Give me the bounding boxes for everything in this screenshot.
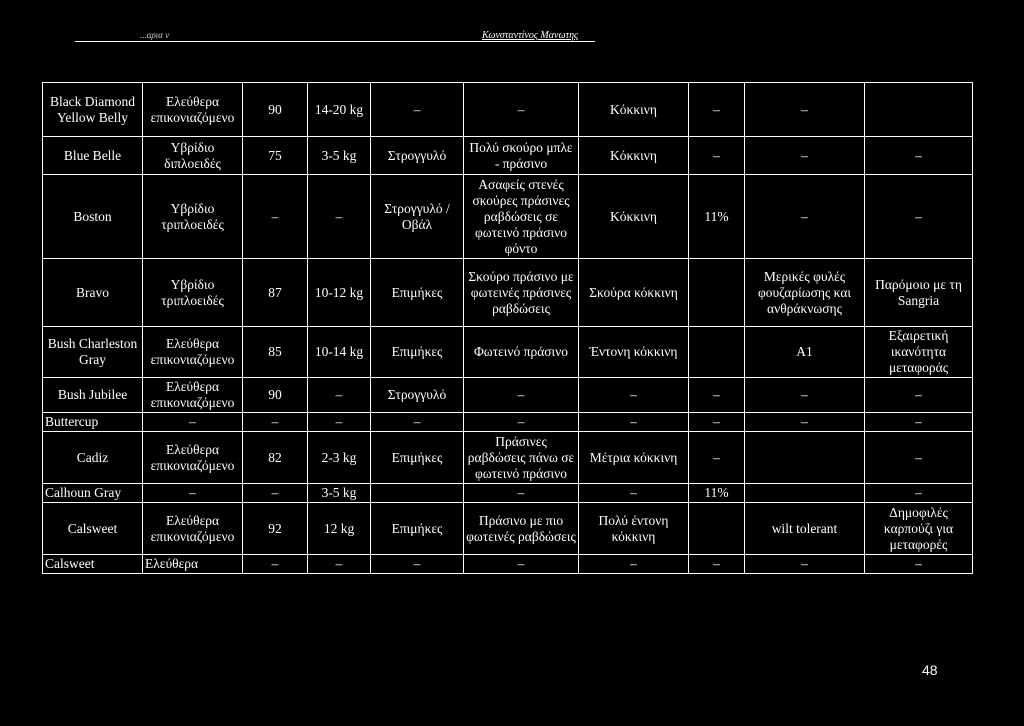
cell-flesh-color: Έντονη κόκκινη (579, 327, 689, 378)
cell-flesh-color: Σκούρα κόκκινη (579, 259, 689, 327)
cell-notes: – (865, 555, 973, 574)
cell-disease-resistance: – (745, 378, 865, 413)
cell-rind-pattern: – (464, 555, 579, 574)
cell-rind-pattern: – (464, 484, 579, 503)
cell-notes (865, 83, 973, 137)
cell-pollination-type: Ελεύθερα επικονιαζόμενο (143, 378, 243, 413)
cell-notes: – (865, 432, 973, 484)
cell-pollination-type: Ελεύθερα επικονιαζόμενο (143, 327, 243, 378)
cell-fruit-weight: 12 kg (308, 503, 371, 555)
cell-pollination-type: Ελεύθερα επικονιαζόμενο (143, 432, 243, 484)
cell-disease-resistance (745, 432, 865, 484)
cell-variety-name: Calsweet (43, 555, 143, 574)
cell-variety-name: Cadiz (43, 432, 143, 484)
header-left-text: ...αρια ν (140, 30, 170, 40)
cell-fruit-shape: Επιμήκες (371, 503, 464, 555)
cell-fruit-shape (371, 484, 464, 503)
cell-disease-resistance: A1 (745, 327, 865, 378)
cell-notes: – (865, 137, 973, 175)
cell-fruit-weight: 3-5 kg (308, 484, 371, 503)
cell-fruit-weight: – (308, 378, 371, 413)
table-row (43, 327, 973, 378)
cell-flesh-color: Κόκκινη (579, 175, 689, 259)
cell-pollination-type: Υβρίδιο διπλοειδές (143, 137, 243, 175)
cell-sugar-content: 11% (689, 175, 745, 259)
watermelon-varieties-table (42, 82, 973, 574)
cell-pollination-type: – (143, 484, 243, 503)
cell-variety-name: Blue Belle (43, 137, 143, 175)
cell-rind-pattern: Σκούρο πράσινο με φωτεινές πράσινες ραβδώσεις (464, 259, 579, 327)
cell-sugar-content: – (689, 137, 745, 175)
cell-disease-resistance: – (745, 137, 865, 175)
cell-days-to-maturity: 82 (243, 432, 308, 484)
cell-rind-pattern: Πράσινο με πιο φωτεινές ραβδώσεις (464, 503, 579, 555)
cell-days-to-maturity: 85 (243, 327, 308, 378)
cell-fruit-shape: – (371, 555, 464, 574)
table-row (43, 413, 973, 432)
cell-variety-name: Bravo (43, 259, 143, 327)
cell-fruit-weight: – (308, 413, 371, 432)
cell-pollination-type: – (143, 413, 243, 432)
cell-variety-name: Buttercup (43, 413, 143, 432)
cell-fruit-weight: 14-20 kg (308, 83, 371, 137)
cell-flesh-color: – (579, 413, 689, 432)
table-row (43, 83, 973, 137)
cell-notes: – (865, 413, 973, 432)
cell-days-to-maturity: – (243, 175, 308, 259)
cell-flesh-color: Μέτρια κόκκινη (579, 432, 689, 484)
cell-variety-name: Bush Jubilee (43, 378, 143, 413)
cell-notes: Εξαιρετική ικανότητα μεταφοράς (865, 327, 973, 378)
page-number: 48 (922, 662, 938, 678)
table-row (43, 432, 973, 484)
cell-fruit-shape: Επιμήκες (371, 432, 464, 484)
cell-fruit-weight: 3-5 kg (308, 137, 371, 175)
cell-variety-name: Boston (43, 175, 143, 259)
cell-pollination-type: Υβρίδιο τριπλοειδές (143, 259, 243, 327)
cell-pollination-type: Ελεύθερα (143, 555, 243, 574)
cell-sugar-content: – (689, 432, 745, 484)
cell-flesh-color: Κόκκινη (579, 137, 689, 175)
table-row (43, 555, 973, 574)
cell-variety-name: Black Diamond Yellow Belly (43, 83, 143, 137)
cell-flesh-color: – (579, 484, 689, 503)
table-row (43, 259, 973, 327)
cell-variety-name: Calhoun Gray (43, 484, 143, 503)
cell-sugar-content (689, 503, 745, 555)
cell-pollination-type: Ελεύθερα επικονιαζόμενο (143, 503, 243, 555)
cell-disease-resistance: – (745, 555, 865, 574)
cell-fruit-weight: 2-3 kg (308, 432, 371, 484)
table-row (43, 503, 973, 555)
cell-flesh-color: – (579, 555, 689, 574)
cell-days-to-maturity: 90 (243, 378, 308, 413)
cell-rind-pattern: Ασαφείς στενές σκούρες πράσινες ραβδώσεις σε φωτεινό πράσινο φόντο (464, 175, 579, 259)
cell-rind-pattern: Φωτεινό πράσινο (464, 327, 579, 378)
cell-fruit-weight: 10-12 kg (308, 259, 371, 327)
cell-sugar-content: – (689, 413, 745, 432)
cell-fruit-shape: Στρογγυλό (371, 378, 464, 413)
cell-pollination-type: Υβρίδιο τριπλοειδές (143, 175, 243, 259)
cell-rind-pattern: – (464, 378, 579, 413)
cell-fruit-shape: Επιμήκες (371, 259, 464, 327)
cell-fruit-weight: – (308, 175, 371, 259)
cell-sugar-content: – (689, 555, 745, 574)
table-row (43, 137, 973, 175)
cell-fruit-weight: 10-14 kg (308, 327, 371, 378)
cell-days-to-maturity: – (243, 555, 308, 574)
cell-notes: – (865, 484, 973, 503)
cell-flesh-color: Πολύ έντονη κόκκινη (579, 503, 689, 555)
cell-days-to-maturity: 90 (243, 83, 308, 137)
cell-disease-resistance (745, 484, 865, 503)
cell-sugar-content (689, 259, 745, 327)
header-author: Κωνσταντίνος Μανωτης (482, 30, 579, 41)
cell-disease-resistance: – (745, 413, 865, 432)
cell-notes: – (865, 175, 973, 259)
cell-days-to-maturity: 92 (243, 503, 308, 555)
cell-pollination-type: Ελεύθερα επικονιαζόμενο (143, 83, 243, 137)
cell-fruit-weight: – (308, 555, 371, 574)
cell-sugar-content: 11% (689, 484, 745, 503)
cell-fruit-shape: – (371, 413, 464, 432)
cell-fruit-shape: Στρογγυλό / Οβάλ (371, 175, 464, 259)
cell-notes: Παρόμοιο με τη Sangria (865, 259, 973, 327)
cell-variety-name: Calsweet (43, 503, 143, 555)
cell-sugar-content: – (689, 378, 745, 413)
cell-notes: Δημοφιλές καρπούζι για μεταφορές (865, 503, 973, 555)
table-body (43, 83, 973, 574)
cell-notes: – (865, 378, 973, 413)
cell-rind-pattern: Πολύ σκούρο μπλε - πράσινο (464, 137, 579, 175)
cell-days-to-maturity: – (243, 484, 308, 503)
cell-days-to-maturity: 87 (243, 259, 308, 327)
cell-rind-pattern: Πράσινες ραβδώσεις πάνω σε φωτεινό πράσινο (464, 432, 579, 484)
cell-disease-resistance: – (745, 175, 865, 259)
cell-days-to-maturity: – (243, 413, 308, 432)
cell-days-to-maturity: 75 (243, 137, 308, 175)
cell-flesh-color: – (579, 378, 689, 413)
cell-disease-resistance: – (745, 83, 865, 137)
cell-fruit-shape: Στρογγυλό (371, 137, 464, 175)
cell-disease-resistance: wilt tolerant (745, 503, 865, 555)
cell-flesh-color: Κόκκινη (579, 83, 689, 137)
cell-variety-name: Bush Charleston Gray (43, 327, 143, 378)
table-row (43, 378, 973, 413)
table-row (43, 175, 973, 259)
table-row (43, 484, 973, 503)
header-rule (75, 41, 595, 42)
cell-disease-resistance: Μερικές φυλές φουζαρίωσης και ανθράκνωσης (745, 259, 865, 327)
cell-sugar-content: – (689, 83, 745, 137)
cell-fruit-shape: Επιμήκες (371, 327, 464, 378)
cell-sugar-content (689, 327, 745, 378)
cell-fruit-shape: – (371, 83, 464, 137)
cell-rind-pattern: – (464, 413, 579, 432)
cell-rind-pattern: – (464, 83, 579, 137)
